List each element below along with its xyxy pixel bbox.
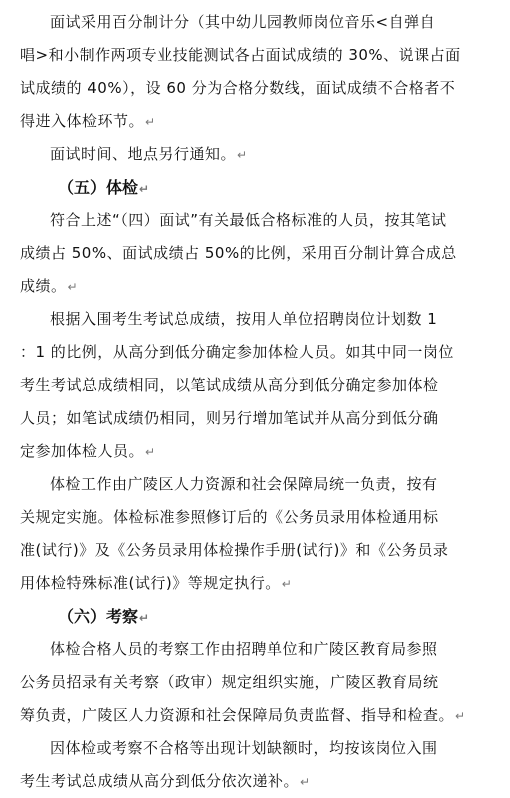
line-text: 关规定实施。体检标准参照修订后的《公务员录用体检通用标 (20, 508, 439, 526)
line-text: 筹负责，广陵区人力资源和社会保障局负责监督、指导和检查。 (20, 706, 455, 724)
text-line (20, 204, 500, 237)
text-line (20, 369, 500, 402)
paragraph-mark-icon: ↵ (139, 182, 150, 196)
paragraph-mark-icon: ↵ (455, 709, 466, 723)
line-text: 成绩。 (20, 277, 67, 295)
exam-selection-paragraph (20, 303, 500, 468)
line-text: 符合上述“（四）面试”有关最低合格标准的人员，按其笔试 (50, 211, 447, 229)
text-line (20, 468, 500, 501)
line-text: 根据入围考生考试总成绩，按用人单位招聘岗位计划数 1 (50, 310, 438, 328)
line-text: 体检工作由广陵区人力资源和社会保障局统一负责，按有 (50, 475, 438, 493)
line-text: ：1 的比例，从高分到低分确定参加体检人员。如其中同一岗位 (20, 343, 454, 361)
heading-text: （六）考察 (58, 607, 139, 626)
paragraph-mark-icon: ↵ (237, 148, 248, 162)
line-text: 试成绩的 40%），设 60 分为合格分数线，面试成绩不合格者不 (20, 79, 456, 97)
interview-scoring-paragraph (20, 6, 500, 138)
text-line (20, 765, 500, 798)
inspection-paragraph (20, 633, 500, 732)
line-text: 体检合格人员的考察工作由招聘单位和广陵区教育局参照 (50, 640, 438, 658)
section-six-heading (20, 600, 500, 633)
text-line (20, 699, 500, 732)
text-line (20, 435, 500, 468)
text-line (20, 402, 500, 435)
heading-text: （五）体检 (58, 178, 139, 197)
paragraph-mark-icon: ↵ (300, 775, 311, 789)
paragraph-mark-icon: ↵ (281, 577, 293, 591)
combined-score-paragraph (20, 204, 500, 303)
text-line (20, 633, 500, 666)
line-text: 人员；如笔试成绩仍相同，则另行增加笔试并从高分到低分确 (20, 409, 439, 427)
line-text: 得进入体检环节。 (20, 112, 145, 130)
line-text: 成绩占 50%、面试成绩占 50%的比例，采用百分制计算合成总 (20, 244, 457, 262)
interview-notice-paragraph (20, 138, 500, 171)
text-line (20, 138, 500, 171)
line-text: 用体检特殊标准(试行)》等规定执行。 (20, 574, 281, 592)
line-text: 面试采用百分制计分（其中幼儿园教师岗位音乐<自弹自 (50, 13, 436, 31)
line-text: 定参加体检人员。 (20, 442, 145, 460)
text-line (20, 237, 500, 270)
line-text: 面试时间、地点另行通知。 (50, 145, 237, 163)
text-line (20, 501, 500, 534)
text-line (20, 567, 500, 600)
text-line (20, 666, 500, 699)
line-text: 因体检或考察不合格等出现计划缺额时，均按该岗位入围 (50, 739, 438, 757)
text-line (20, 105, 500, 138)
line-text: 考生考试总成绩相同，以笔试成绩从高分到低分确定参加体检 (20, 376, 439, 394)
text-line (20, 39, 500, 72)
text-line (20, 336, 500, 369)
medical-standard-paragraph (20, 468, 500, 600)
paragraph-mark-icon: ↵ (139, 611, 150, 625)
text-line (20, 6, 500, 39)
vacancy-fill-paragraph (20, 732, 500, 798)
line-text: 公务员招录有关考察（政审）规定组织实施，广陵区教育局统 (20, 673, 439, 691)
text-line (20, 270, 500, 303)
text-line (20, 72, 500, 105)
paragraph-mark-icon: ↵ (67, 280, 79, 294)
text-line (20, 303, 500, 336)
section-five-heading (20, 171, 500, 204)
paragraph-mark-icon: ↵ (145, 445, 156, 459)
line-text: 考生考试总成绩从高分到低分依次递补。 (20, 772, 300, 790)
text-line (20, 732, 500, 765)
paragraph-mark-icon: ↵ (145, 115, 156, 129)
text-line (20, 534, 500, 567)
line-text: 准(试行)》及《公务员录用体检操作手册(试行)》和《公务员录 (20, 541, 449, 559)
line-text: 唱>和小制作两项专业技能测试各占面试成绩的 30%、说课占面 (20, 46, 461, 64)
